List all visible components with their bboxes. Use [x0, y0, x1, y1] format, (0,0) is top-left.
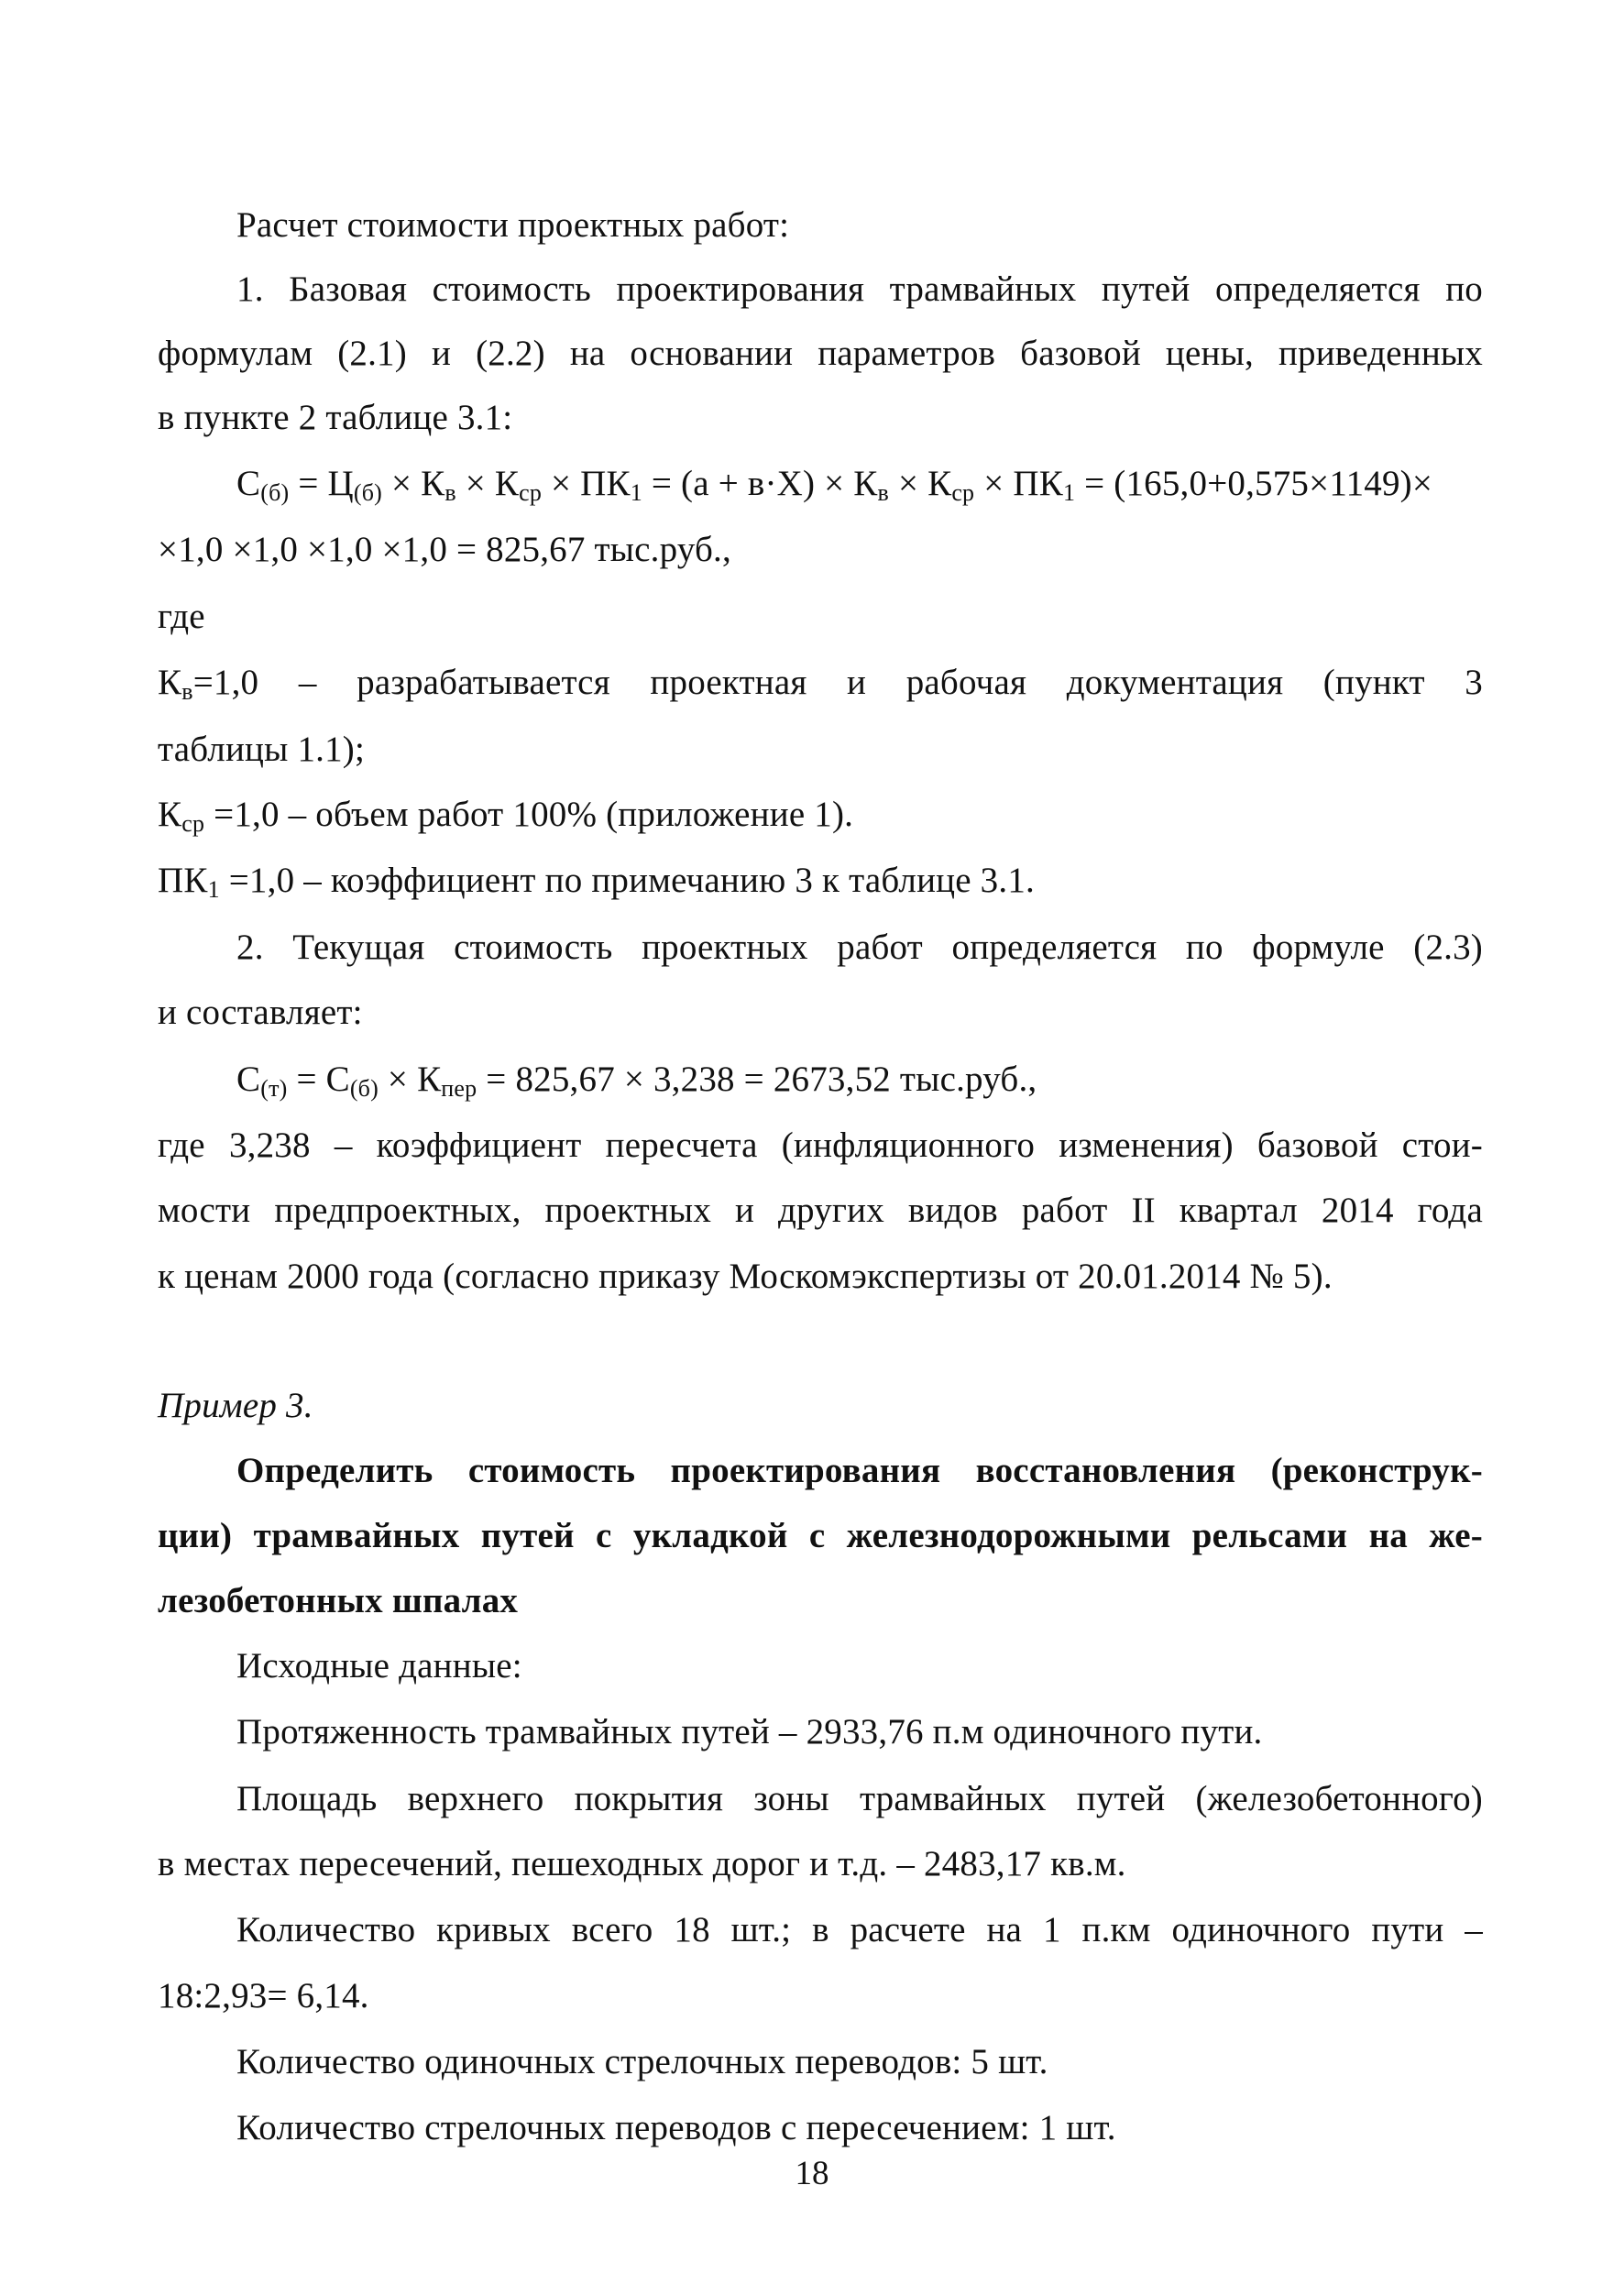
formula-line — [236, 1054, 1037, 1105]
formula-part: = С — [296, 1060, 350, 1099]
example-label: Пример 3. — [158, 1386, 313, 1425]
paragraph-line: Количество стрелочных переводов с пересечением: 1 шт. — [236, 2108, 1116, 2147]
paragraph-line: Протяженность трамвайных путей – 2933,76 п.м одиночного пути. — [236, 1712, 1263, 1751]
example-title: Определить стоимость проектирования восстановления (реконструк- — [236, 1451, 1483, 1490]
formula-line — [236, 458, 1432, 510]
formula-subscript: 1 — [207, 876, 220, 903]
formula-part: С — [236, 464, 261, 503]
formula-subscript: в — [181, 678, 193, 705]
paragraph-line: Количество кривых всего 18 шт.; в расчете на 1 п.км одиночного пути – — [236, 1910, 1483, 1949]
example-title: ции) трамвайных путей с укладкой с железнодорожными рельсами на же- — [158, 1516, 1483, 1555]
definition-text: =1,0 – объем работ 100% (приложение 1). — [204, 795, 854, 834]
formula-part: × ПК — [551, 464, 631, 503]
formula-subscript: (б) — [353, 479, 382, 506]
formula-subscript: ср — [519, 479, 543, 506]
paragraph-line: где — [158, 597, 205, 636]
coef-symbol: К — [158, 663, 182, 702]
formula-part: = Ц — [298, 464, 354, 503]
paragraph-line: 2. Текущая стоимость проектных работ определяется по формуле (2.3) — [236, 928, 1483, 967]
formula-subscript: ср — [951, 479, 975, 506]
definition-text: =1,0 – коэффициент по примечанию 3 к таблице 3.1. — [219, 861, 1035, 900]
formula-part: С — [236, 1060, 261, 1099]
formula-subscript: (б) — [260, 479, 290, 506]
subheading: Исходные данные: — [236, 1646, 522, 1686]
formula-line: ×1,0 ×1,0 ×1,0 ×1,0 = 825,67 тыс.руб., — [158, 530, 731, 569]
paragraph-line: в местах пересечений, пешеходных дорог и т.д. – 2483,17 кв.м. — [158, 1844, 1126, 1883]
formula-subscript: (т) — [260, 1075, 288, 1102]
definition-line: таблицы 1.1); — [158, 730, 366, 769]
paragraph-line: 18:2,93= 6,14. — [158, 1976, 369, 2015]
paragraph-line: Площадь верхнего покрытия зоны трамвайных путей (железобетонного) — [236, 1779, 1483, 1818]
formula-part: × К — [387, 1060, 442, 1099]
paragraph-line: 1. Базовая стоимость проектирования трамвайных путей определяется по — [236, 269, 1483, 309]
formula-part: × К — [465, 464, 520, 503]
formula-subscript: ср — [181, 810, 205, 837]
paragraph-line: Количество одиночных стрелочных переводов: 5 шт. — [236, 2042, 1048, 2081]
definition-line — [158, 855, 1035, 906]
example-title: лезобетонных шпалах — [158, 1581, 519, 1620]
paragraph-line: мости предпроектных, проектных и других видов работ II квартал 2014 года — [158, 1191, 1483, 1230]
definition-line — [158, 657, 1483, 708]
paragraph-line: где 3,238 – коэффициент пересчета (инфляционного изменения) базовой стои- — [158, 1126, 1483, 1165]
definition-line — [158, 789, 853, 840]
coef-symbol: К — [158, 795, 182, 834]
formula-part: × ПК — [983, 464, 1063, 503]
formula-part: × К — [390, 464, 445, 503]
formula-part: = (а + в·Х) × К — [651, 464, 878, 503]
formula-part: × К — [897, 464, 952, 503]
formula-part: = 825,67 × 3,238 = 2673,52 тыс.руб., — [486, 1060, 1037, 1099]
paragraph-line: к ценам 2000 года (согласно приказу Москомэкспертизы от 20.01.2014 № 5). — [158, 1257, 1333, 1296]
formula-subscript: 1 — [630, 479, 642, 506]
formula-subscript: в — [444, 479, 456, 506]
formula-part: = (165,0+0,575×1149)× — [1084, 464, 1433, 503]
page-number: 18 — [795, 2155, 829, 2192]
formula-subscript: 1 — [1062, 479, 1076, 506]
formula-subscript: в — [877, 479, 889, 506]
formula-subscript: (б) — [349, 1075, 379, 1102]
paragraph-line: в пункте 2 таблице 3.1: — [158, 398, 513, 437]
paragraph-line: формулам (2.1) и (2.2) на основании параметров базовой цены, приведенных — [158, 334, 1483, 373]
paragraph-line: и составляет: — [158, 993, 363, 1032]
definition-text: =1,0 – разрабатывается проектная и рабочая документация (пункт 3 — [192, 663, 1483, 702]
coef-symbol: ПК — [158, 861, 208, 900]
formula-subscript: пер — [441, 1075, 477, 1102]
section-heading: Расчет стоимости проектных работ: — [236, 205, 790, 245]
